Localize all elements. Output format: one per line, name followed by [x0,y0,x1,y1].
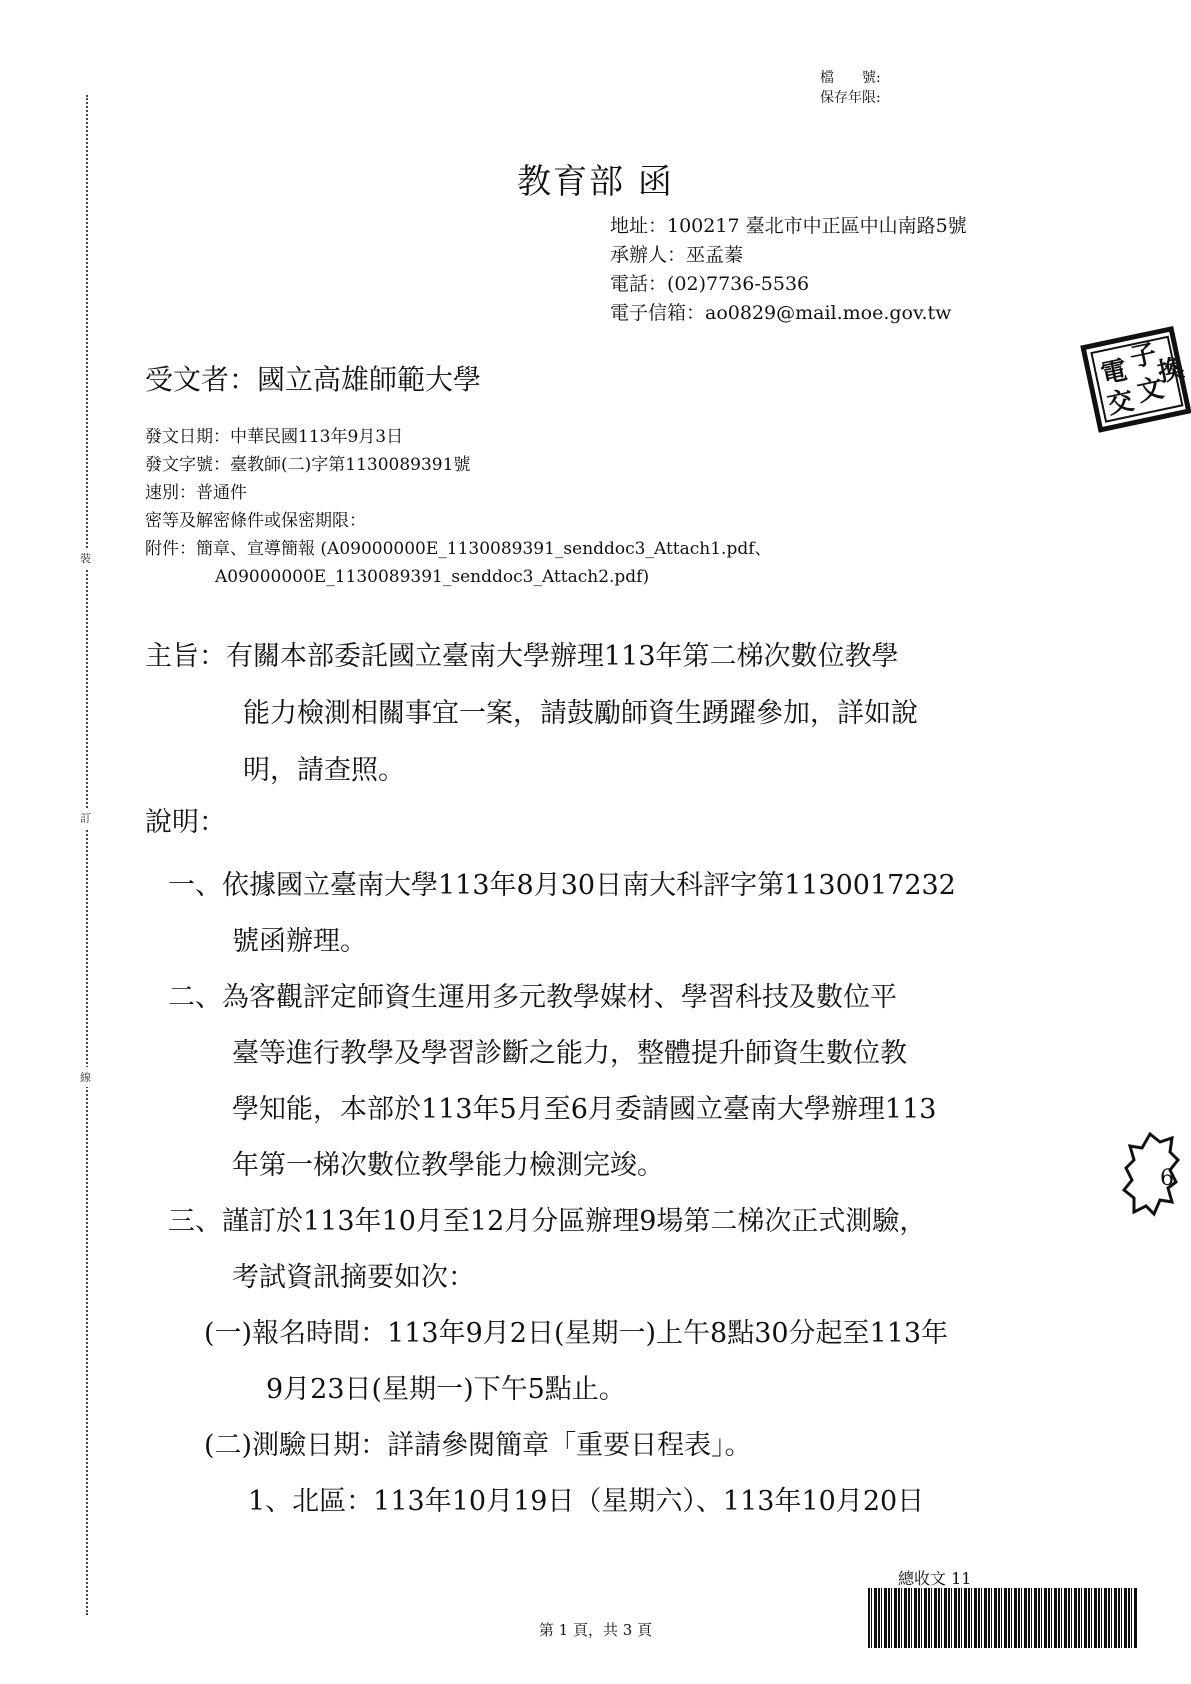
contact-block [610,212,967,328]
page-seal-stamp [1120,1130,1180,1220]
document-title: 教育部 函 [517,162,674,202]
phone: 電話：(02)7736-5536 [610,273,810,295]
archive-info [820,68,881,108]
seal-char-3: 交 [1104,385,1137,421]
binding-dotted-line [86,95,88,1615]
delivery-speed: 速別：普通件 [145,483,247,503]
item-2-line-4: 年第一梯次數位教學能力檢測完竣。 [232,1150,664,1181]
subject-line-3: 明，請查照。 [243,755,405,786]
subitem-1-line-1: (一)報名時間：113年9月2日(星期一)上午8點30分起至113年 [204,1318,949,1349]
secrecy-level: 密等及解密條件或保密期限： [145,511,366,531]
attachment-line-1: 附件：簡章、宣導簡報 (A09000000E_1130089391_senddoc3_Attach1.pdf、 [145,539,772,559]
seal-char-4: 文 [1134,373,1167,408]
serial-number: 總收文 11 [898,1569,972,1588]
binder-mark-bind: 裝 [80,548,91,568]
item-1-line-2: 號函辦理。 [232,926,367,957]
reference-number: 發文字號：臺教師(二)字第1130089391號 [145,455,471,475]
email: 電子信箱：ao0829@mail.moe.gov.tw [610,302,952,324]
item-3-line-1: 三、謹訂於113年10月至12月分區辦理9場第二梯次正式測驗， [168,1206,927,1237]
subject-line-2: 能力檢測相關事宜一案，請鼓勵師資生踴躍參加，詳如說 [243,698,918,729]
issue-date: 發文日期：中華民國113年9月3日 [145,427,404,447]
document-meta [145,423,772,591]
binder-mark-line: 線 [80,1067,91,1087]
item-3-line-2: 考試資訊摘要如次： [232,1262,475,1293]
item-2-line-2: 臺等進行教學及學習診斷之能力，整體提升師資生數位教 [232,1038,907,1069]
address: 地址：100217 臺北市中正區中山南路5號 [610,215,967,237]
recipient: 受文者：國立高雄師範大學 [145,363,482,396]
electronic-exchange-seal [1085,332,1187,427]
stamp-number: 6 [1160,1166,1174,1191]
subitem-2: (二)測驗日期：詳請參閱簡章「重要日程表」。 [204,1430,752,1461]
seal-char-2: 子 [1127,338,1160,374]
item-1-line-1: 一、依據國立臺南大學113年8月30日南大科評字第1130017232 [168,870,956,901]
item-2-line-3: 學知能，本部於113年5月至6月委請國立臺南大學辦理113 [232,1094,937,1125]
subitem-2-1: 1、北區：113年10月19日（星期六）、113年10月20日 [248,1486,925,1517]
attachment-line-2: A09000000E_1130089391_senddoc3_Attach2.pdf) [215,567,650,587]
subject-line-1: 主旨：有關本部委託國立臺南大學辦理113年第二梯次數位教學 [145,641,899,672]
seal-char-5: 換 [1155,353,1187,389]
subject-section [145,628,1045,799]
item-2-line-1: 二、為客觀評定師資生運用多元教學媒材、學習科技及數位平 [168,982,897,1013]
page-footer: 第 1 頁，共 3 頁 [538,1621,653,1639]
handler: 承辦人：巫孟蓁 [610,244,744,266]
seal-char-1: 電 [1098,355,1130,391]
retention-label: 保存年限: [820,90,881,106]
description-label: 說明： [145,807,226,838]
binder-mark-order: 訂 [80,808,91,828]
subitem-1-line-2: 9月23日(星期一)下午5點止。 [266,1374,626,1405]
file-number-label: 檔 號: [820,70,881,86]
description-items [168,858,1068,1530]
